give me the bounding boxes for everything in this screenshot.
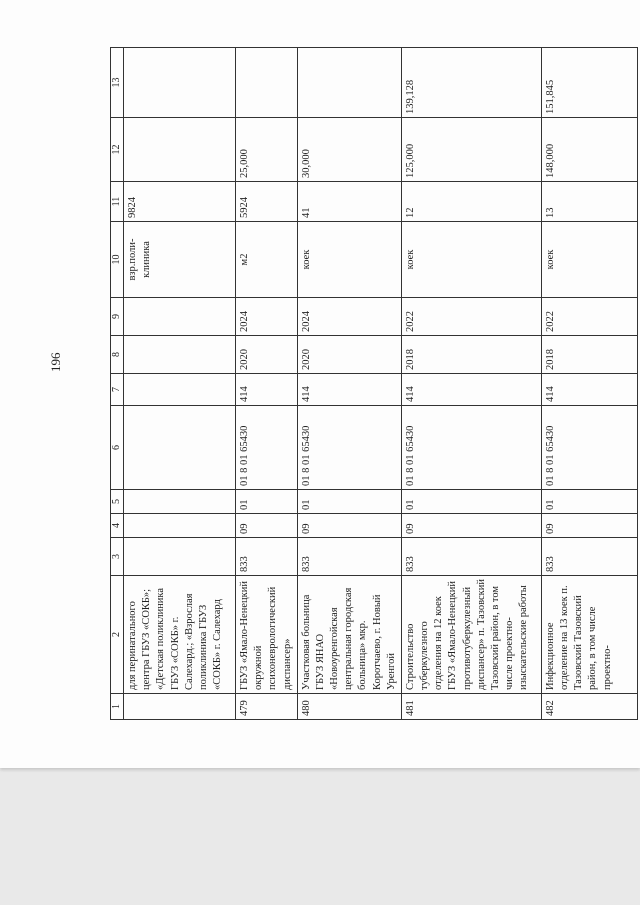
cell-c6 xyxy=(124,406,236,490)
cell-c5 xyxy=(124,490,236,514)
cell-c5: 01 xyxy=(297,490,401,514)
cell-c3: 833 xyxy=(236,538,298,576)
unit-cell: коек xyxy=(297,222,401,298)
cell-c6: 01 8 01 65430 xyxy=(236,406,298,490)
budget-table xyxy=(110,47,638,720)
unit-cell: взр.поли-клиника xyxy=(124,222,236,298)
cell-c12 xyxy=(124,118,236,182)
cell-c3: 833 xyxy=(297,538,401,576)
cell-c13: 151,845 xyxy=(541,48,637,118)
cell-c5: 01 xyxy=(541,490,637,514)
cell-c9: 2024 xyxy=(297,298,401,336)
cell-c8 xyxy=(124,336,236,374)
cell-c12: 30,000 xyxy=(297,118,401,182)
object-name: для перинатального центра ГБУЗ «СОКБ»; «Детская поликлиника ГБУЗ «СОКБ» г. Салехард.; «Взрослая поликлиника ГБУЗ «СОКБ» г. Салехард xyxy=(124,576,236,694)
table-row xyxy=(124,48,236,720)
cell-c4: 09 xyxy=(297,514,401,538)
header-cell: 5 xyxy=(111,490,124,514)
cell-c7 xyxy=(124,374,236,406)
cell-c9: 2024 xyxy=(236,298,298,336)
cell-c3: 833 xyxy=(401,538,541,576)
row-number: 482 xyxy=(541,694,637,720)
row-number: 480 xyxy=(297,694,401,720)
cell-c12: 148,000 xyxy=(541,118,637,182)
header-cell: 3 xyxy=(111,538,124,576)
cell-c7: 414 xyxy=(541,374,637,406)
cell-c9: 2022 xyxy=(541,298,637,336)
cell-c6: 01 8 01 65430 xyxy=(541,406,637,490)
cell-c4: 09 xyxy=(236,514,298,538)
cell-c6: 01 8 01 65430 xyxy=(401,406,541,490)
table-row xyxy=(297,48,401,720)
table-row xyxy=(401,48,541,720)
column-number-row xyxy=(111,48,124,720)
cell-c7: 414 xyxy=(236,374,298,406)
header-cell: 1 xyxy=(111,694,124,720)
unit-cell: коек xyxy=(541,222,637,298)
cell-c13: 139,128 xyxy=(401,48,541,118)
cell-c4 xyxy=(124,514,236,538)
cell-c12: 125,000 xyxy=(401,118,541,182)
cell-c13 xyxy=(297,48,401,118)
cell-c8: 2018 xyxy=(541,336,637,374)
row-number: 481 xyxy=(401,694,541,720)
row-number xyxy=(124,694,236,720)
cell-c11: 41 xyxy=(297,182,401,222)
header-cell: 6 xyxy=(111,406,124,490)
header-cell: 11 xyxy=(111,182,124,222)
cell-c11: 13 xyxy=(541,182,637,222)
page-number: 196 xyxy=(48,352,63,372)
cell-c11: 12 xyxy=(401,182,541,222)
table-row xyxy=(236,48,298,720)
cell-c6: 01 8 01 65430 xyxy=(297,406,401,490)
cell-c13 xyxy=(124,48,236,118)
cell-c5: 01 xyxy=(401,490,541,514)
object-name: Инфекционное отделение на 13 коек п. Тазовский Тазовский район, в том числе проектно- xyxy=(541,576,637,694)
cell-c8: 2018 xyxy=(401,336,541,374)
cell-c5: 01 xyxy=(236,490,298,514)
cell-c9: 2022 xyxy=(401,298,541,336)
header-cell: 2 xyxy=(111,576,124,694)
cell-c7: 414 xyxy=(297,374,401,406)
header-cell: 4 xyxy=(111,514,124,538)
cell-c3 xyxy=(124,538,236,576)
header-cell: 9 xyxy=(111,298,124,336)
cell-c11: 5924 xyxy=(236,182,298,222)
unit-cell: коек xyxy=(401,222,541,298)
cell-c13 xyxy=(236,48,298,118)
object-name: Участковая больница ГБУЗ ЯНАО «Новоуренгойская центральная городская больница» мкр. Коротчаево, г. Новый Уренгой xyxy=(297,576,401,694)
cell-c8: 2020 xyxy=(236,336,298,374)
cell-c9 xyxy=(124,298,236,336)
header-cell: 8 xyxy=(111,336,124,374)
cell-c3: 833 xyxy=(541,538,637,576)
header-cell: 7 xyxy=(111,374,124,406)
cell-c11: 9824 xyxy=(124,182,236,222)
object-name: ГБУЗ «Ямало-Ненецкий окружной психоневрологический диспансер» xyxy=(236,576,298,694)
cell-c12: 25,000 xyxy=(236,118,298,182)
rotated-table-container xyxy=(110,48,628,720)
header-cell: 10 xyxy=(111,222,124,298)
cell-c7: 414 xyxy=(401,374,541,406)
header-cell: 13 xyxy=(111,48,124,118)
header-cell: 12 xyxy=(111,118,124,182)
unit-cell: м2 xyxy=(236,222,298,298)
object-name: Строительство туберкулезного отделения на 12 коек ГБУЗ «Ямало-Ненецкий противотуберкулезный диспансер» п. Тазовский Тазовский район, в том числе проектно-изыскательские работы xyxy=(401,576,541,694)
cell-c4: 09 xyxy=(541,514,637,538)
cell-c8: 2020 xyxy=(297,336,401,374)
row-number: 479 xyxy=(236,694,298,720)
cell-c4: 09 xyxy=(401,514,541,538)
table-row xyxy=(541,48,637,720)
